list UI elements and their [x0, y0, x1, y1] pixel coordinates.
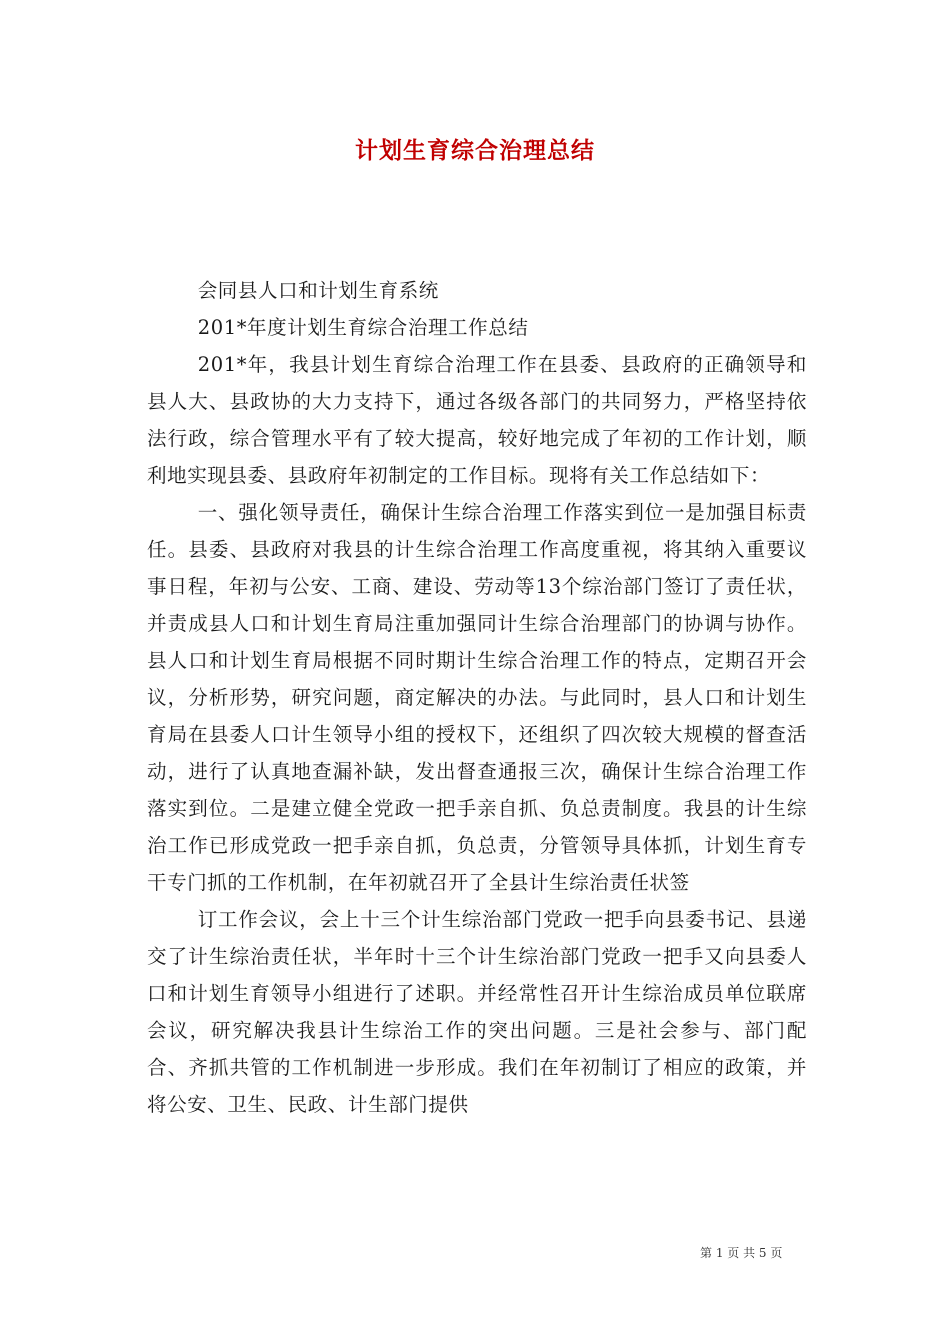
paragraph-continuation: 订工作会议，会上十三个计生综治部门党政一把手向县委书记、县递交了计生综治责任状，半年时十三个计生综治部门党政一把手又向县委人口和计划生育领导小组进行了述职。并经常性召开计生综治成员单位联席会议，研究解决我县计生综治工作的突出问题。三是社会参与、部门配合、齐抓共管的工作机制进一步形成。我们在年初制订了相应的政策，并将公安、卫生、民政、计生部门提供: [147, 908, 807, 1116]
paragraph-intro: 201*年，我县计划生育综合治理工作在县委、县政府的正确领导和县人大、县政协的大力支持下，通过各级各部门的共同努力，严格坚持依法行政，综合管理水平有了较大提高，较好地完成了年初的工作计划，顺利地实现县委、县政府年初制定的工作目标。现将有关工作总结如下：: [147, 353, 807, 487]
paragraph-subtitle: 201*年度计划生育综合治理工作总结: [197, 316, 529, 339]
paragraph-organization: 会同县人口和计划生育系统: [197, 279, 439, 302]
page-number: 第 1 页 共 5 页: [700, 1246, 783, 1260]
paragraph-section-one: 一、强化领导责任，确保计生综合治理工作落实到位一是加强目标责任。县委、县政府对我县的计生综合治理工作高度重视，将其纳入重要议事日程，年初与公安、工商、建设、劳动等13个综治部门签订了责任状，并责成县人口和计划生育局注重加强同计生综合治理部门的协调与协作。县人口和计划生育局根据不同时期计生综合治理工作的特点，定期召开会议，分析形势，研究问题，商定解决的办法。与此同时，县人口和计划生育局在县委人口计生领导小组的授权下，还组织了四次较大规模的督查活动，进行了认真地查漏补缺，发出督查通报三次，确保计生综合治理工作落实到位。二是建立健全党政一把手亲自抓、负总责制度。我县的计生综治工作已形成党政一把手亲自抓，负总责，分管领导具体抓，计划生育专干专门抓的工作机制，在年初就召开了全县计生综治责任状签: [147, 501, 807, 894]
document-title: 计划生育综合治理总结: [355, 137, 595, 164]
document-body: [147, 272, 807, 1123]
